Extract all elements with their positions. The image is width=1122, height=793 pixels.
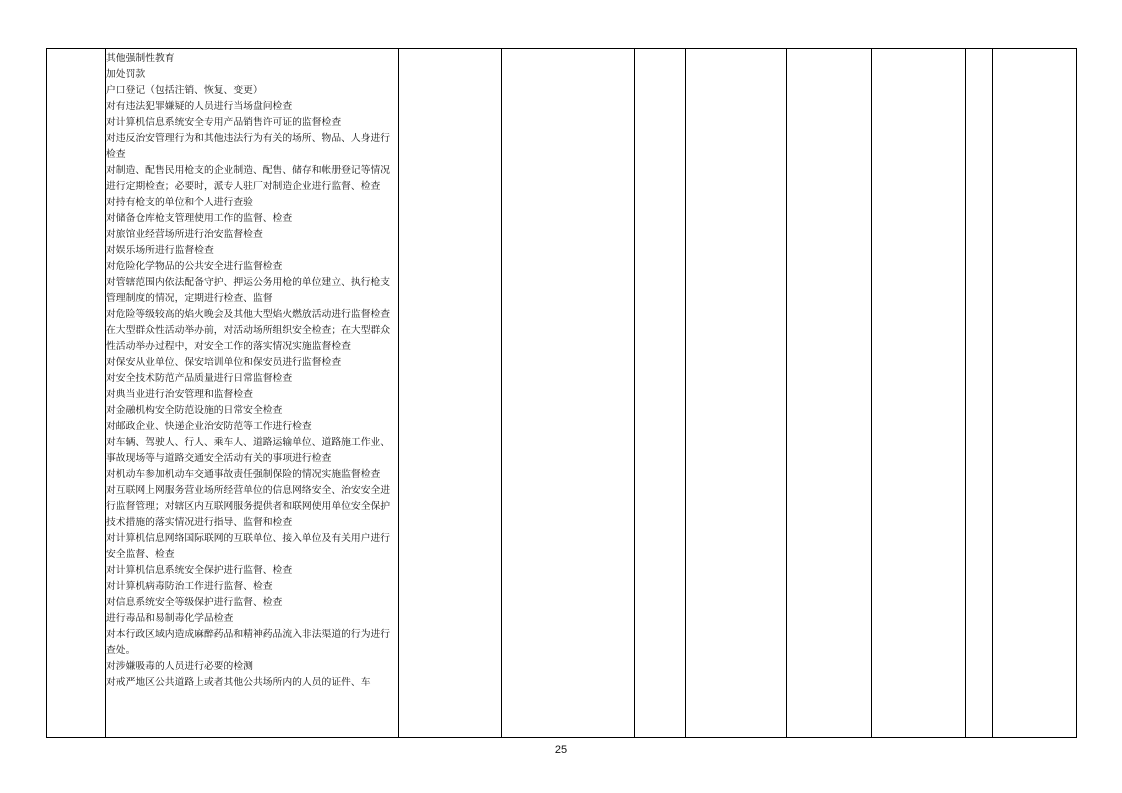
inspection-item-list bbox=[106, 51, 398, 691]
list-item: 对计算机病毒防治工作进行监督、检查 bbox=[106, 581, 273, 592]
list-item: 对信息系统安全等级保护进行监督、检查 bbox=[106, 597, 283, 608]
list-item: 对制造、配售民用枪支的企业制造、配售、储存和帐册登记等情况进行定期检查；必要时，派专人驻厂对制造企业进行监督、检查 bbox=[106, 165, 391, 192]
list-item: 对互联网上网服务营业场所经营单位的信息网络安全、治安安全进行监督管理；对辖区内互联网服务提供者和联网使用单位安全保护技术措施的落实情况进行指导、监督和检查 bbox=[106, 485, 391, 528]
list-item: 对车辆、驾驶人、行人、乘车人、道路运输单位、道路施工作业、事故现场等与道路交通安全活动有关的事项进行检查 bbox=[106, 437, 391, 464]
column-divider bbox=[398, 49, 399, 737]
column-divider bbox=[685, 49, 686, 737]
list-item: 对危险化学物品的公共安全进行监督检查 bbox=[106, 261, 283, 272]
list-item: 对计算机信息网络国际联网的互联单位、接入单位及有关用户进行安全监督、检查 bbox=[106, 533, 391, 560]
list-item: 对计算机信息系统安全专用产品销售许可证的监督检查 bbox=[106, 117, 342, 128]
list-item: 对戒严地区公共道路上或者其他公共场所内的人员的证件、车 bbox=[106, 677, 371, 688]
list-item: 户口登记（包括注销、恢复、变更） bbox=[106, 85, 263, 96]
list-item: 对管辖范围内依法配备守护、押运公务用枪的单位建立、执行枪支管理制度的情况，定期进行检查、监督 bbox=[106, 277, 391, 304]
table-grid bbox=[46, 48, 1077, 738]
column-divider bbox=[786, 49, 787, 737]
list-item: 对保安从业单位、保安培训单位和保安员进行监督检查 bbox=[106, 357, 342, 368]
page-number: 25 bbox=[554, 744, 568, 756]
list-item: 对娱乐场所进行监督检查 bbox=[106, 245, 214, 256]
list-item: 对违反治安管理行为和其他违法行为有关的场所、物品、人身进行检查 bbox=[106, 133, 391, 160]
list-item: 对持有枪支的单位和个人进行查验 bbox=[106, 197, 253, 208]
list-item: 其他强制性教育 bbox=[106, 53, 175, 64]
list-item: 加处罚款 bbox=[106, 69, 146, 80]
list-item: 对本行政区域内造成麻醉药品和精神药品流入非法渠道的行为进行查处。 bbox=[106, 629, 391, 656]
list-item: 对计算机信息系统安全保护进行监督、检查 bbox=[106, 565, 293, 576]
column-divider bbox=[634, 49, 635, 737]
list-item: 对金融机构安全防范设施的日常安全检查 bbox=[106, 405, 283, 416]
list-item: 进行毒品和易制毒化学品检查 bbox=[106, 613, 234, 624]
list-item: 对邮政企业、快递企业治安防范等工作进行检查 bbox=[106, 421, 312, 432]
column-divider bbox=[965, 49, 966, 737]
column-divider bbox=[992, 49, 993, 737]
list-item: 对涉嫌吸毒的人员进行必要的检测 bbox=[106, 661, 253, 672]
list-item: 对有违法犯罪嫌疑的人员进行当场盘问检查 bbox=[106, 101, 293, 112]
list-item: 在大型群众性活动举办前，对活动场所组织安全检查；在大型群众性活动举办过程中，对安全工作的落实情况实施监督检查 bbox=[106, 325, 391, 352]
column-divider bbox=[501, 49, 502, 737]
list-item: 对安全技术防范产品质量进行日常监督检查 bbox=[106, 373, 293, 384]
list-item: 对机动车参加机动车交通事故责任强制保险的情况实施监督检查 bbox=[106, 469, 381, 480]
list-item: 对储备仓库枪支管理使用工作的监督、检查 bbox=[106, 213, 293, 224]
list-item: 对危险等级较高的焰火晚会及其他大型焰火燃放活动进行监督检查 bbox=[106, 309, 391, 320]
list-item: 对典当业进行治安管理和监督检查 bbox=[106, 389, 253, 400]
column-divider bbox=[871, 49, 872, 737]
list-item: 对旅馆业经营场所进行治安监督检查 bbox=[106, 229, 263, 240]
